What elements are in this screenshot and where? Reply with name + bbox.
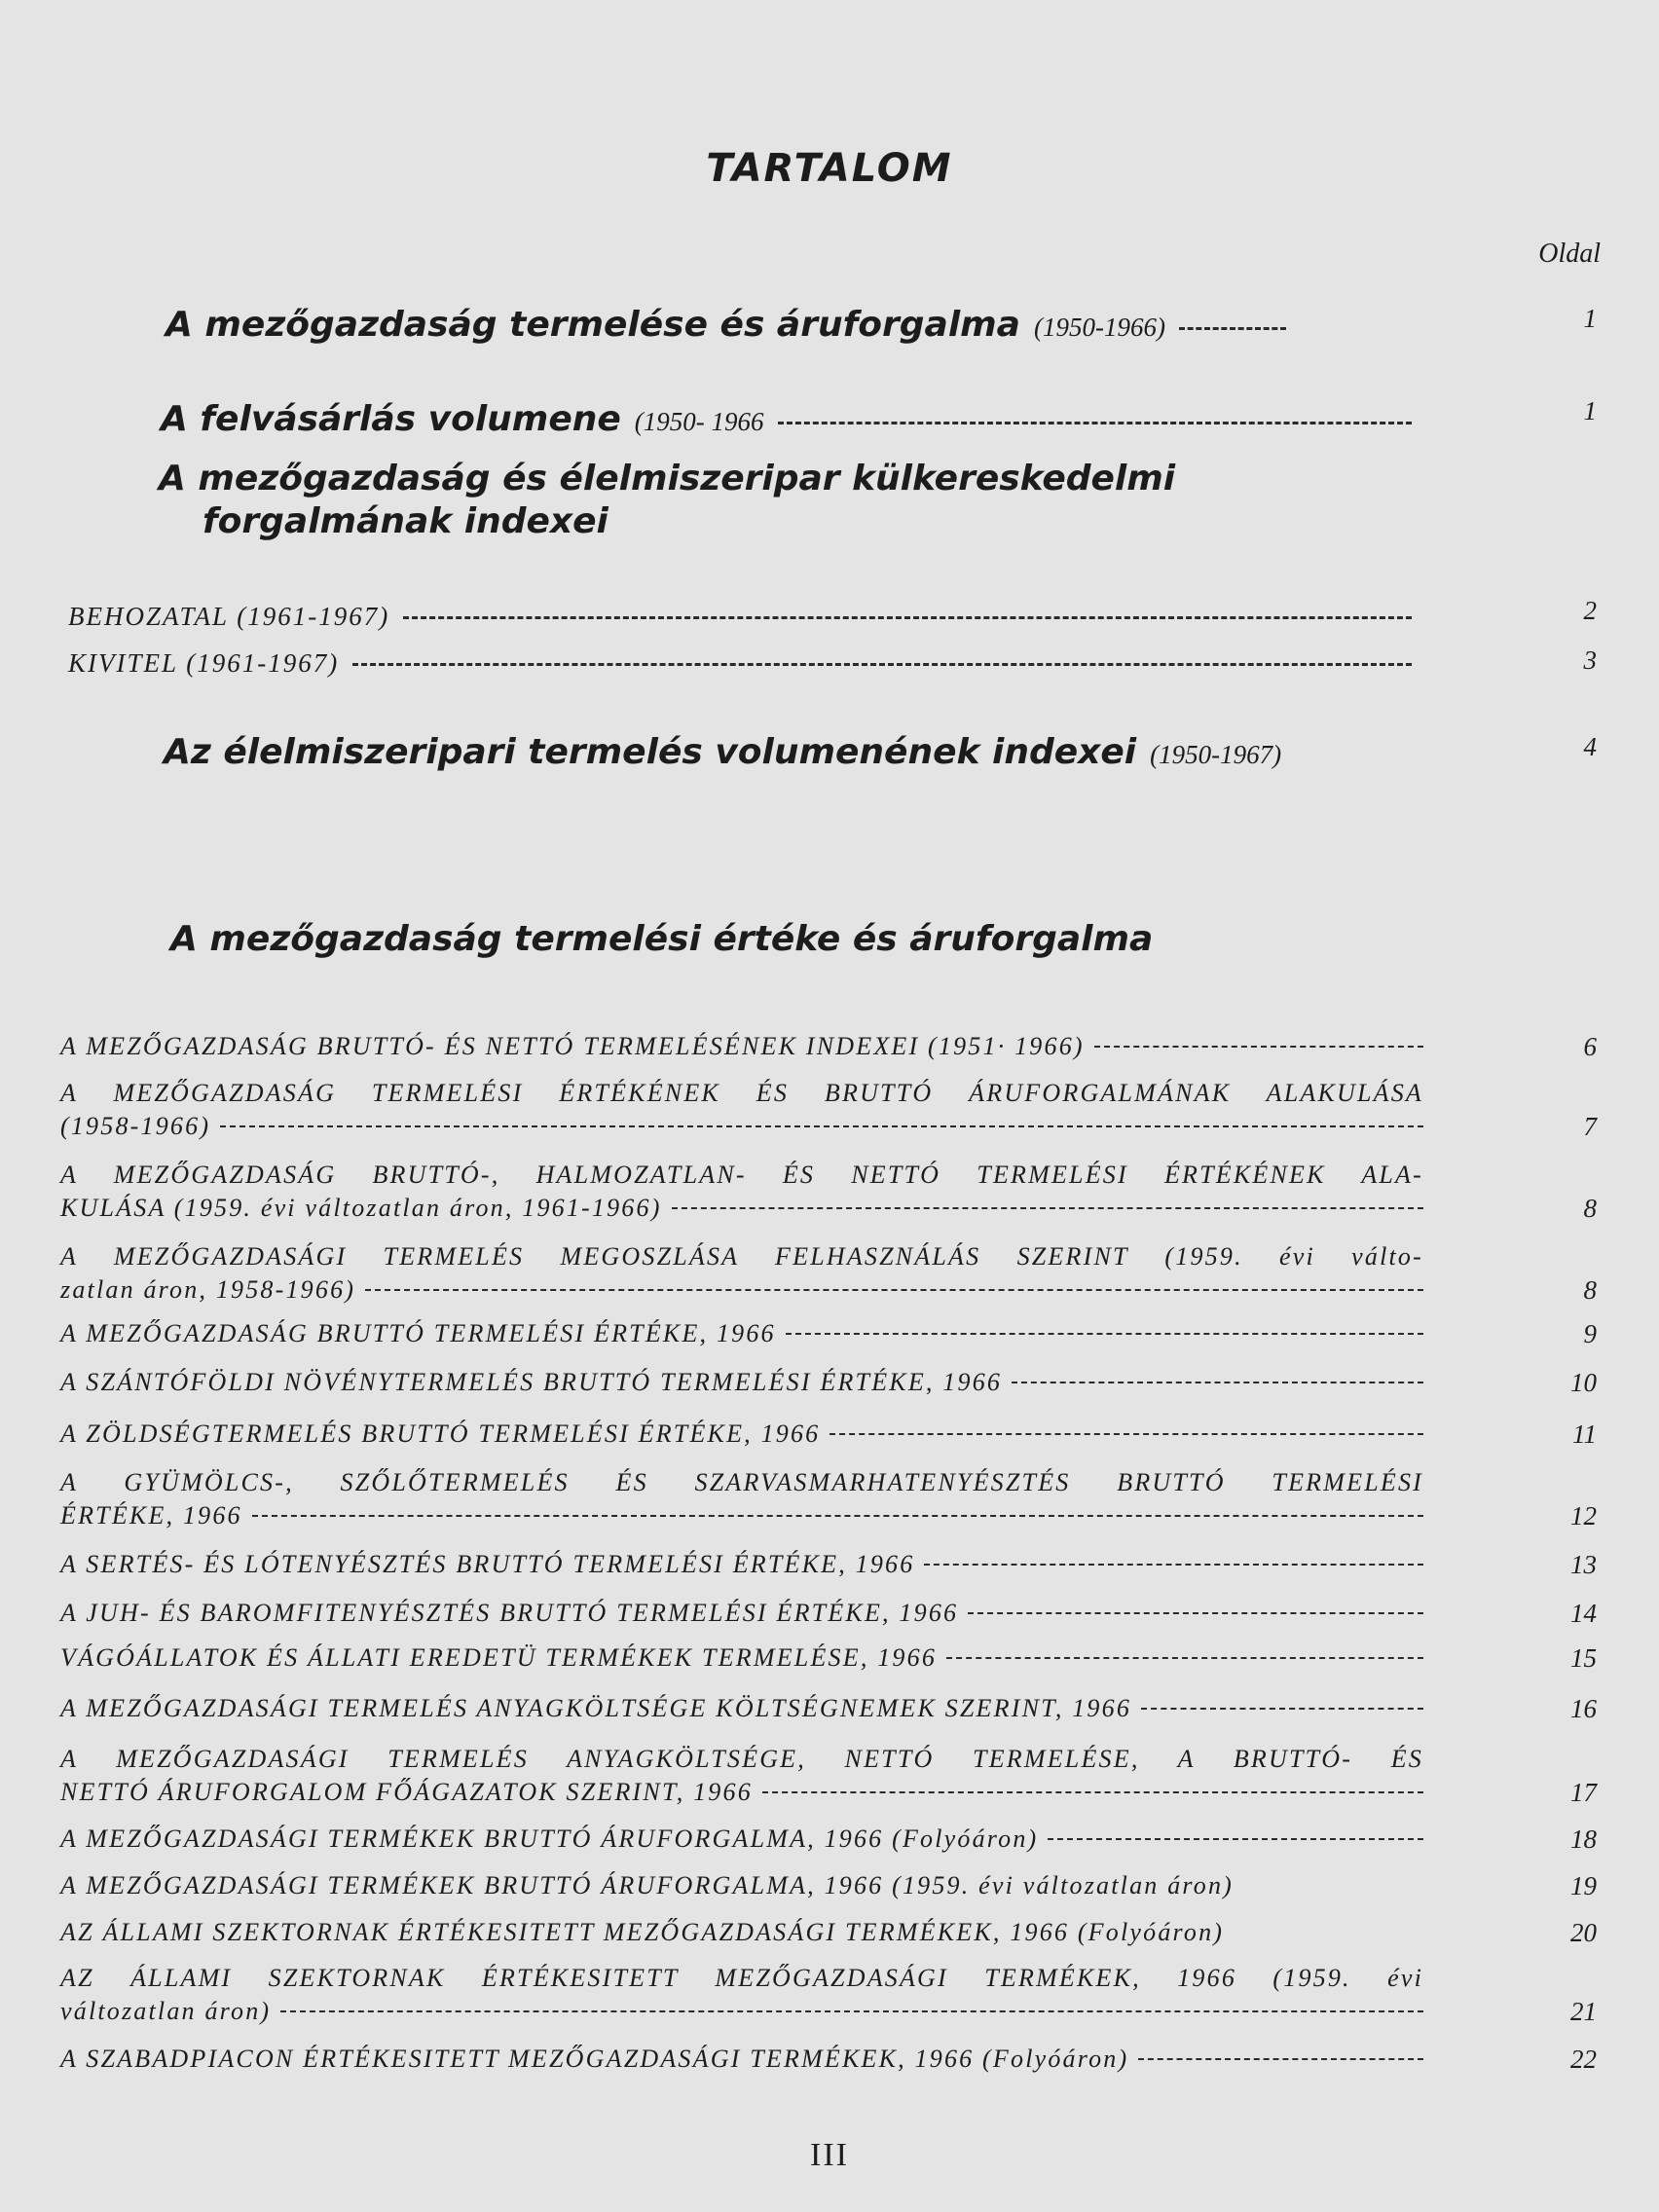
- dotted-leader: [762, 1791, 1423, 1793]
- toc-row-text: KIVITEL (1961-1967): [68, 648, 340, 678]
- toc-entry-text: változatlan áron): [60, 1997, 272, 2025]
- toc-heading-purchase: [161, 399, 1421, 439]
- dotted-leader: [365, 1289, 1423, 1291]
- toc-entry-line: [60, 1692, 1423, 1725]
- toc-entry: [60, 1159, 1423, 1225]
- dotted-leader: [1138, 2058, 1423, 2060]
- toc-heading-production: [166, 305, 1421, 345]
- toc-entry-text: KULÁSA (1959. évi változatlan áron, 1961-1966): [60, 1194, 662, 1222]
- toc-entry-line: [60, 1030, 1423, 1063]
- dotted-leader: [403, 616, 1412, 619]
- toc-entry: [60, 1743, 1423, 1809]
- toc-entry: [60, 1077, 1423, 1143]
- page-folio: III: [810, 2137, 849, 2173]
- toc-entry: [60, 1366, 1423, 1399]
- page-number: 3: [1583, 645, 1597, 675]
- toc-entry-line: [60, 1962, 1423, 1995]
- page-number: 6: [1583, 1032, 1597, 1061]
- toc-heading-text: A felvásárlás volumene: [161, 399, 621, 439]
- dotted-leader: [968, 1612, 1423, 1614]
- toc-entry-line: [60, 1916, 1423, 1949]
- toc-entry-line: [60, 1995, 1423, 2028]
- toc-heading-food-industry: [164, 732, 1281, 772]
- toc-entry-text: NETTÓ ÁRUFORGALOM FŐÁGAZATOK SZERINT, 1966: [60, 1778, 753, 1806]
- toc-entry-line: [60, 1077, 1423, 1110]
- page-number: 19: [1570, 1871, 1597, 1900]
- toc-heading-foreign-trade: [159, 458, 1175, 543]
- page-number: 10: [1570, 1368, 1597, 1397]
- dotted-leader: [280, 2010, 1423, 2012]
- toc-entry-line: [60, 1240, 1423, 1273]
- page-number: 22: [1570, 2045, 1597, 2074]
- dotted-leader: [946, 1657, 1423, 1659]
- toc-row-imports: [68, 602, 1421, 632]
- dotted-leader: [352, 663, 1412, 666]
- page-number: 9: [1583, 1319, 1597, 1348]
- toc-entry: [60, 1240, 1423, 1307]
- toc-entry-text: AZ ÁLLAMI SZEKTORNAK ÉRTÉKESITETT MEZŐGAZDASÁGI TERMÉKEK, 1966 (Folyóáron): [60, 1918, 1225, 1946]
- toc-entry: [60, 1597, 1423, 1630]
- toc-entry: [60, 1548, 1423, 1581]
- toc-entry-text: A MEZŐGAZDASÁG TERMELÉSI ÉRTÉKÉNEK ÉS BRUTTÓ ÁRUFORGALMÁNAK ALAKULÁSA: [60, 1079, 1423, 1107]
- toc-entry-line: [60, 1317, 1423, 1350]
- toc-entry: [60, 2043, 1423, 2076]
- section-heading: A mezőgazdaság termelési értéke és áruforgalma: [170, 919, 1154, 959]
- toc-row-exports: [68, 648, 1421, 679]
- toc-heading-text: Az élelmiszeripari termelés volumenének indexei: [164, 732, 1137, 772]
- page-number: 7: [1583, 1112, 1597, 1141]
- toc-entry-line: [60, 1823, 1423, 1856]
- toc-entry-line: [60, 1548, 1423, 1581]
- toc-entry-text: A JUH- ÉS BAROMFITENYÉSZTÉS BRUTTÓ TERMELÉSI ÉRTÉKE, 1966: [60, 1599, 959, 1627]
- toc-entry-line: [60, 1597, 1423, 1630]
- toc-entry-line: [60, 1743, 1423, 1776]
- toc-entry-text: ÉRTÉKE, 1966: [60, 1501, 242, 1530]
- toc-entry-line: [60, 1418, 1423, 1451]
- toc-entry-line: [60, 1110, 1423, 1143]
- toc-row-text: BEHOZATAL (1961-1967): [68, 602, 390, 631]
- page-number: 1: [1583, 396, 1597, 425]
- toc-entry: [60, 1962, 1423, 2028]
- toc-heading-years: (1950-1967): [1150, 740, 1282, 769]
- toc-heading-years: (1950-1966): [1033, 313, 1165, 342]
- dotted-leader: [1012, 1382, 1423, 1383]
- page-number: 8: [1583, 1194, 1597, 1223]
- toc-entry-text: A MEZŐGAZDASÁGI TERMELÉS MEGOSZLÁSA FELHASZNÁLÁS SZERINT (1959. évi válto-: [60, 1242, 1423, 1271]
- toc-entry-line: [60, 1869, 1423, 1902]
- dotted-leader: [1048, 1838, 1423, 1840]
- toc-entry-text: zatlan áron, 1958-1966): [60, 1275, 356, 1304]
- toc-entry-text: A MEZŐGAZDASÁG BRUTTÓ- ÉS NETTÓ TERMELÉSÉNEK INDEXEI (1951· 1966): [60, 1032, 1085, 1060]
- toc-entry-text: A SERTÉS- ÉS LÓTENYÉSZTÉS BRUTTÓ TERMELÉSI ÉRTÉKE, 1966: [60, 1550, 915, 1578]
- dotted-leader: [778, 422, 1412, 424]
- page-number: 18: [1570, 1825, 1597, 1854]
- toc-entry-text: A SZABADPIACON ÉRTÉKESITETT MEZŐGAZDASÁGI TERMÉKEK, 1966 (Folyóáron): [60, 2045, 1129, 2073]
- toc-entry-line: [60, 1192, 1423, 1225]
- page-number: 15: [1570, 1643, 1597, 1673]
- page-number: 1: [1583, 304, 1597, 333]
- page-number: 12: [1570, 1501, 1597, 1530]
- page-number: 21: [1570, 1997, 1597, 2026]
- dotted-leader: [1094, 1046, 1423, 1048]
- toc-entry-line: [60, 1273, 1423, 1307]
- toc-entry: [60, 1823, 1423, 1856]
- dotted-leader: [1141, 1708, 1423, 1710]
- toc-entry-text: A MEZŐGAZDASÁGI TERMÉKEK BRUTTÓ ÁRUFORGALMA, 1966 (1959. évi változatlan áron): [60, 1871, 1235, 1899]
- toc-heading-line: A mezőgazdaság és élelmiszeripar külkereskedelmi: [159, 459, 1176, 498]
- toc-entry-text: A MEZŐGAZDASÁG BRUTTÓ TERMELÉSI ÉRTÉKE, 1966: [60, 1319, 776, 1347]
- toc-entry: [60, 1466, 1423, 1532]
- toc-entry-text: (1958-1966): [60, 1112, 211, 1140]
- page-column-label: Oldal: [1538, 239, 1601, 269]
- toc-entry: [60, 1641, 1423, 1675]
- dotted-leader: [1179, 327, 1286, 330]
- page-number: 13: [1570, 1550, 1597, 1579]
- toc-entry-line: [60, 1499, 1423, 1532]
- toc-entry-text: A MEZŐGAZDASÁGI TERMELÉS ANYAGKÖLTSÉGE, NETTÓ TERMELÉSE, A BRUTTÓ- ÉS: [60, 1745, 1423, 1773]
- toc-entry-text: A MEZŐGAZDASÁG BRUTTÓ-, HALMOZATLAN- ÉS NETTÓ TERMELÉSI ÉRTÉKÉNEK ALA-: [60, 1161, 1423, 1189]
- toc-entry-text: A SZÁNTÓFÖLDI NÖVÉNYTERMELÉS BRUTTÓ TERMELÉSI ÉRTÉKE, 1966: [60, 1368, 1003, 1396]
- page-number: 16: [1570, 1694, 1597, 1723]
- toc-entry: [60, 1692, 1423, 1725]
- toc-entry-text: A ZÖLDSÉGTERMELÉS BRUTTÓ TERMELÉSI ÉRTÉKE, 1966: [60, 1419, 821, 1448]
- toc-heading-line: forgalmának indexei: [203, 501, 608, 541]
- dotted-leader: [220, 1125, 1423, 1127]
- page-number: 2: [1583, 596, 1597, 625]
- page-number: 8: [1583, 1275, 1597, 1305]
- toc-entry-line: [60, 1159, 1423, 1192]
- toc-entry-text: VÁGÓÁLLATOK ÉS ÁLLATI EREDETÜ TERMÉKEK TERMELÉSE, 1966: [60, 1643, 938, 1672]
- toc-entry: [60, 1418, 1423, 1451]
- dotted-leader: [672, 1207, 1423, 1209]
- page-number: 4: [1583, 732, 1597, 761]
- dotted-leader: [924, 1564, 1423, 1566]
- page-number: 20: [1570, 1918, 1597, 1947]
- toc-entry: [60, 1916, 1423, 1949]
- page-number: 11: [1572, 1419, 1597, 1449]
- dotted-leader: [786, 1333, 1423, 1335]
- toc-heading-text: A mezőgazdaság termelése és áruforgalma: [166, 305, 1020, 345]
- dotted-leader: [252, 1515, 1423, 1517]
- toc-entry: [60, 1030, 1423, 1063]
- toc-entry-line: [60, 2043, 1423, 2076]
- toc-entry-text: A GYÜMÖLCS-, SZŐLŐTERMELÉS ÉS SZARVASMARHATENYÉSZTÉS BRUTTÓ TERMELÉSI: [60, 1468, 1423, 1496]
- toc-entry-line: [60, 1776, 1423, 1809]
- toc-entry: [60, 1869, 1423, 1902]
- dotted-leader: [830, 1433, 1423, 1435]
- toc-entry-text: AZ ÁLLAMI SZEKTORNAK ÉRTÉKESITETT MEZŐGAZDASÁGI TERMÉKEK, 1966 (1959. évi: [60, 1964, 1423, 1992]
- toc-entry-line: [60, 1466, 1423, 1499]
- page-number: 17: [1570, 1778, 1597, 1807]
- toc-entry-text: A MEZŐGAZDASÁGI TERMÉKEK BRUTTÓ ÁRUFORGALMA, 1966 (Folyóáron): [60, 1825, 1039, 1853]
- toc-entry-line: [60, 1641, 1423, 1675]
- toc-entry: [60, 1317, 1423, 1350]
- toc-entry-text: A MEZŐGAZDASÁGI TERMELÉS ANYAGKÖLTSÉGE KÖLTSÉGNEMEK SZERINT, 1966: [60, 1694, 1132, 1722]
- page-number: 14: [1570, 1599, 1597, 1628]
- toc-heading-years: (1950- 1966: [634, 407, 764, 436]
- page-title: TARTALOM: [706, 146, 953, 191]
- toc-entry-line: [60, 1366, 1423, 1399]
